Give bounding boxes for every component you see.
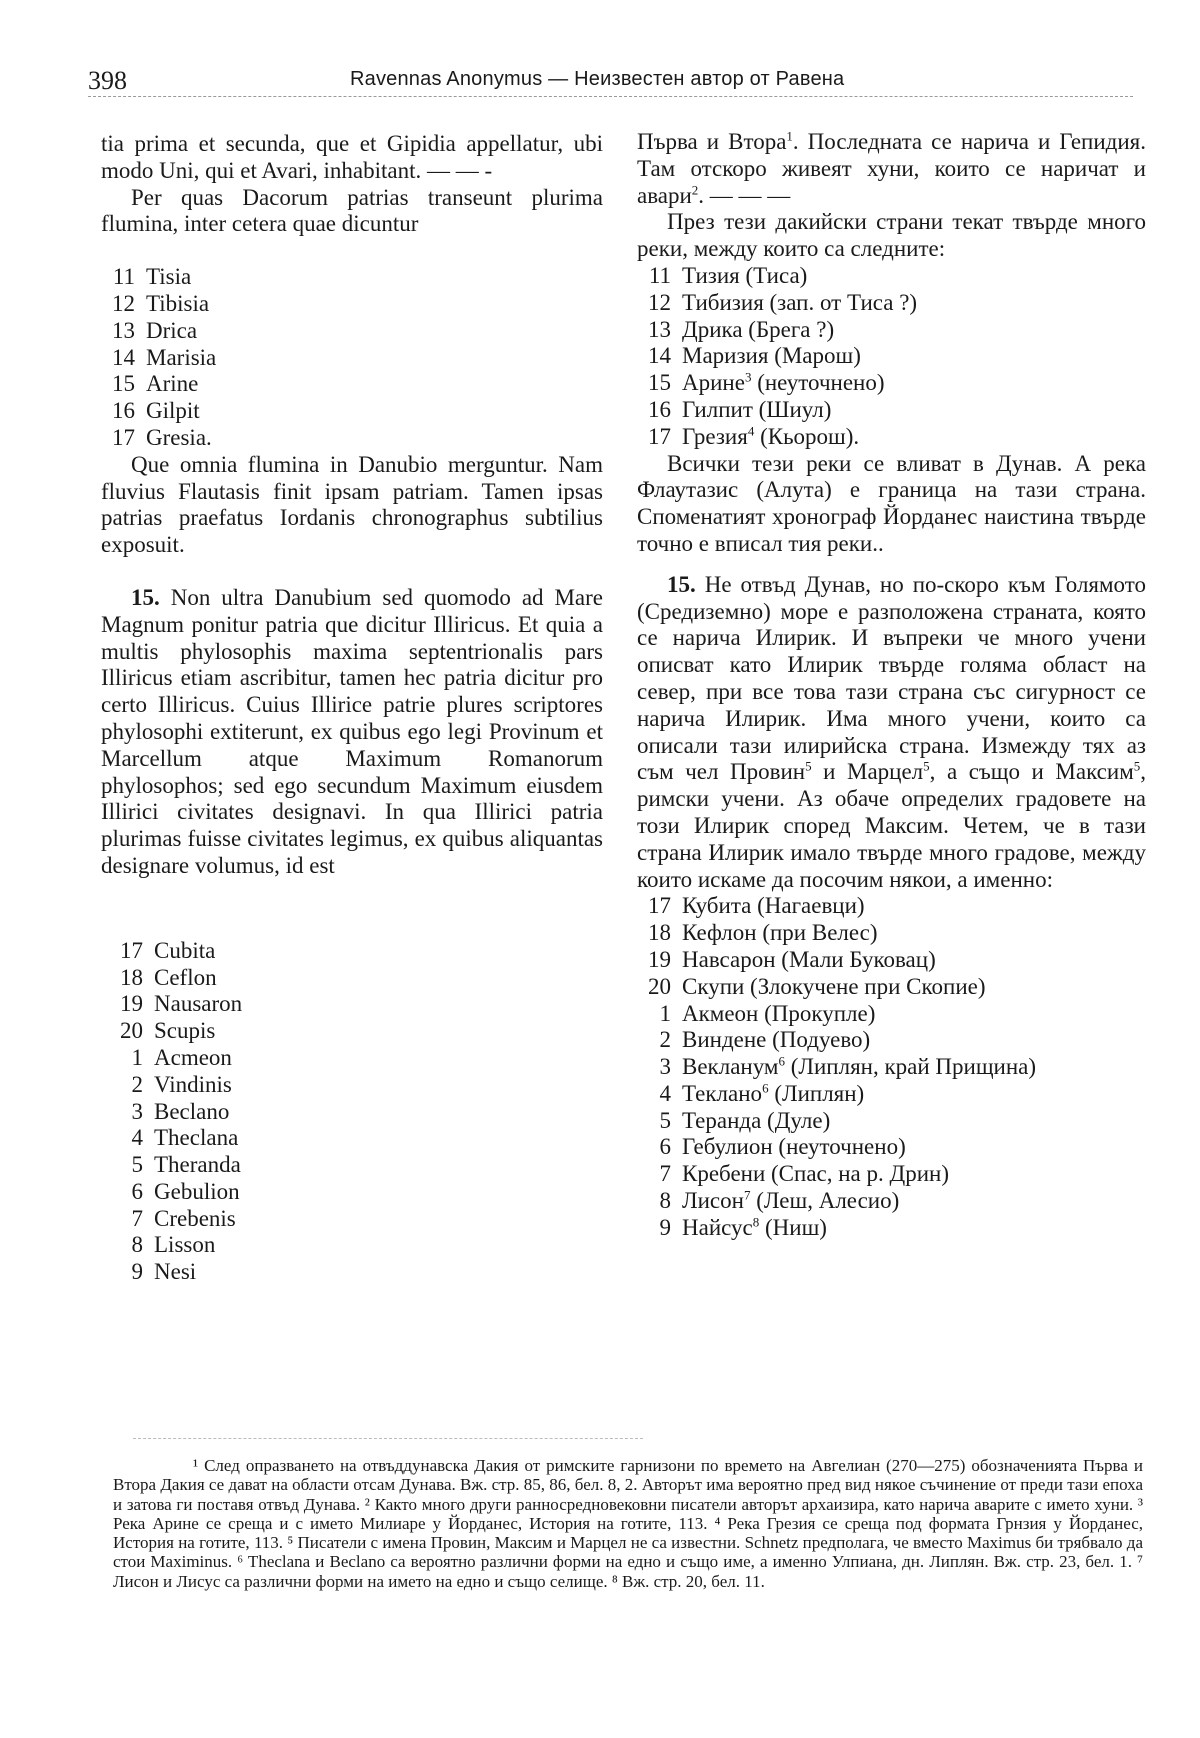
bg-text: . Последната се нарича и Гепидия. Там отскоро живеят хуни, които се наричат и авари: [637, 129, 1146, 208]
list-number: 16: [112, 398, 135, 424]
city-list-item: [109, 991, 603, 1018]
list-number: 8: [131, 1232, 143, 1258]
footnote-rule: [133, 1438, 643, 1439]
bulgarian-column: [637, 129, 1146, 1242]
list-number: 18: [648, 920, 671, 946]
list-number: 12: [648, 289, 671, 315]
page-number: 398: [88, 66, 127, 95]
list-text: Теранда (Дуле): [682, 1107, 831, 1133]
bg-text: и Марцел: [811, 759, 924, 785]
list-text: Найсус: [682, 1214, 753, 1240]
latin-column: [101, 131, 603, 1286]
list-text: Ceflon: [154, 964, 217, 990]
city-list-item: [109, 1099, 603, 1126]
footnote-ref: 5: [923, 758, 930, 774]
list-number: 1: [659, 1000, 671, 1026]
list-text: Маризия (Марош): [682, 343, 861, 369]
list-number: 20: [648, 973, 671, 999]
list-number: 15: [112, 371, 135, 397]
list-number: 17: [648, 893, 671, 919]
bg-text: , а също и Максим: [929, 759, 1134, 785]
list-text: Gebulion: [154, 1178, 240, 1204]
city-list-item: [637, 1108, 1146, 1135]
list-text: Tibisia: [146, 290, 210, 316]
list-text: Векланум: [682, 1054, 779, 1080]
list-number: 16: [648, 396, 671, 422]
river-list-item: [101, 318, 603, 345]
city-list-item: [637, 1215, 1146, 1242]
list-text: Tisia: [146, 264, 192, 290]
footnote-ref: 5: [805, 758, 812, 774]
list-number: 7: [659, 1161, 671, 1187]
list-text-note: (Ниш): [759, 1214, 827, 1240]
city-list-item: [637, 920, 1146, 947]
city-list-item: [637, 1081, 1146, 1108]
list-text: Акмеон (Прокупле): [682, 1000, 876, 1026]
latin-city-list: [101, 938, 603, 1286]
river-list-item: [101, 345, 603, 372]
city-list-item: [637, 947, 1146, 974]
list-number: 5: [659, 1107, 671, 1133]
city-list-item: [637, 1161, 1146, 1188]
list-text: Vindinis: [154, 1071, 232, 1097]
river-list-item: [101, 291, 603, 318]
list-number: 17: [112, 424, 135, 450]
footnotes-text: ¹ След опразването на отвъддунавска Дакия от римските гарнизони по времето на Авгелиан (270—275) обозначенията Първа и Втора Дакия се дават на области отсам Дунава. Вж. стр. 85, 86, бел. 8, 2. Авторът има вероятно пред вид някое съчинение от преди тази епоха и затова ги поставя отвъд Дунава. ² Както много други ранносредновековни писатели авторът архаизира, като нарича аварите с името хуни. ³ Река Арине се среща и с името Милиаре у Йорданес, История на готите, 113. ⁴ Река Грезия се среща под формата Грнзия у Йорданес, История на готите, 113. ⁵ Писатели с имена Провин, Максим и Марцел не са известни. Schnetz предполага, че вместо Maximus би трябвало да стои Maximinus. ⁶ Theclana и Beclano са вероятно различни форми на едно и също име, а именно Улпиана, дн. Липлян. Вж. стр. 23, бел. 1. ⁷ Лисон и Лисус са различни форми на името на едно и също селище. ⁸ Вж. стр. 20, бел. 11.: [113, 1456, 1144, 1591]
footnote-ref: 6: [762, 1080, 769, 1096]
header-rule: [88, 96, 1133, 97]
list-text: Скупи (Злокучене при Скопие): [682, 973, 986, 999]
list-number: 5: [131, 1152, 143, 1178]
list-number: 19: [120, 991, 143, 1017]
list-text: Кубита (Нагаевци): [682, 893, 865, 919]
spacer: [637, 558, 1146, 572]
footnote-ref: 1: [786, 128, 793, 144]
list-number: 19: [648, 946, 671, 972]
list-text: Nausaron: [154, 991, 243, 1017]
list-text: Кребени (Спас, на р. Дрин): [682, 1161, 949, 1187]
list-text: Арине: [682, 370, 745, 396]
list-number: 2: [131, 1071, 143, 1097]
city-list-item: [109, 1206, 603, 1233]
list-text: Кефлон (при Велес): [682, 920, 878, 946]
list-text: Marisia: [146, 344, 217, 370]
city-list-item: [109, 1152, 603, 1179]
river-list-item: [101, 425, 603, 452]
city-list-item: [109, 965, 603, 992]
city-list-item: [637, 893, 1146, 920]
footnote-ref: 3: [744, 369, 752, 385]
list-text: Theclana: [154, 1125, 239, 1151]
footnote-ref: 8: [752, 1214, 760, 1230]
list-number: 3: [131, 1098, 143, 1124]
list-number: 4: [131, 1125, 143, 1151]
list-text: Beclano: [154, 1098, 230, 1124]
city-list-item: [109, 1018, 603, 1045]
footnote-ref: 2: [691, 181, 699, 197]
city-list-item: [637, 1054, 1146, 1081]
bulgarian-paragraph-2: През тези дакийски страни текат твърде много реки, между които са следните:: [637, 209, 1146, 262]
list-number: 9: [131, 1259, 143, 1285]
list-number: 18: [120, 964, 143, 990]
city-list-item: [109, 938, 603, 965]
city-list-item: [637, 1027, 1146, 1054]
list-text-note: (Липлян): [768, 1080, 865, 1106]
list-text: Cubita: [154, 937, 216, 963]
city-list-item: [637, 1134, 1146, 1161]
list-text: Гилпит (Шиул): [682, 396, 832, 422]
latin-paragraph-3: Que omnia flumina in Danubio merguntur. Nam fluvius Flautasis finit ipsam patriam. Tamen ipsas patrias praefatus Iordanis chronographus subtilius exposuit.: [101, 451, 603, 558]
list-number: 3: [659, 1054, 671, 1080]
bg-text: . — — —: [698, 182, 791, 208]
bulgarian-paragraph-3: Всички тези реки се вливат в Дунав. А река Флаутазис (Алута) е граница на тази страна. Споменатият хронограф Йорданес наистина твърде точно е вписал тия реки..: [637, 450, 1146, 556]
city-list-item: [109, 1179, 603, 1206]
river-list-item: [637, 263, 1146, 290]
latin-paragraph-4: [101, 585, 603, 880]
list-number: 11: [648, 262, 671, 288]
bg-text: Първа и Втора: [637, 129, 787, 154]
list-number: 2: [659, 1027, 671, 1053]
list-number: 14: [112, 344, 135, 370]
city-list-item: [109, 1259, 603, 1286]
bg-text: Не отвъд Дунав, но по-скоро към Голямото (Средиземно) море е разположена страната, която се нарича Илирик. И въпреки че много учени описват като Илирик твърде голяма област на север, при все това тази страна със сигурност се нарича Илирик. Има много учени, които са описали тази илирийска страна. Измежду тях аз съм чел Провин: [637, 571, 1147, 785]
list-number: 20: [120, 1018, 143, 1044]
list-text: Тизия (Тиса): [682, 262, 808, 288]
river-list-item: [637, 397, 1146, 424]
river-list-item: [637, 317, 1146, 344]
bg-text: , римски учени. Аз обаче определих градовете на този Илирик според Максим. Четем, че в тази страна Илирик имало твърде много градове, между които искаме да посочим някои, а именно:: [637, 759, 1146, 892]
list-text: Theranda: [154, 1152, 241, 1178]
footnote-ref: 6: [778, 1053, 785, 1069]
latin-river-list: [101, 264, 603, 452]
list-number: 1: [131, 1044, 143, 1070]
list-text: Arine: [146, 371, 199, 397]
list-text-note: (Кьорош).: [754, 423, 860, 449]
footnote-ref: 4: [747, 423, 755, 439]
running-title: Ravennas Anonymus — Неизвестен автор от Равена: [350, 68, 845, 90]
list-number: 15: [648, 370, 671, 396]
city-list-item: [637, 974, 1146, 1001]
river-list-item: [637, 343, 1146, 370]
list-text: Навсарон (Мали Буковац): [682, 946, 936, 972]
river-list-item: [101, 398, 603, 425]
footnote-ref: 7: [743, 1187, 751, 1203]
list-text-note: (Липлян, край Прищина): [784, 1054, 1037, 1080]
latin-paragraph-1: tia prima et secunda, que et Gipidia appellatur, ubi modo Uni, qui et Avari, inhabitant. — — -: [101, 131, 603, 183]
list-text: Scupis: [154, 1018, 216, 1044]
list-text: Gresia.: [146, 424, 212, 450]
bulgarian-paragraph-4: [637, 572, 1146, 894]
city-list-item: [637, 1188, 1146, 1215]
list-text: Теклано: [682, 1080, 763, 1106]
list-text: Lisson: [154, 1232, 216, 1258]
spacer: [101, 559, 603, 585]
footnote-ref: 5: [1133, 758, 1141, 774]
section-number: 15.: [667, 571, 696, 597]
list-number: 7: [131, 1205, 143, 1231]
section-number: 15.: [131, 584, 160, 610]
list-text: Acmeon: [154, 1044, 232, 1070]
list-number: 9: [659, 1214, 671, 1240]
city-list-item: [109, 1045, 603, 1072]
river-list-item: [101, 371, 603, 398]
city-list-item: [637, 1001, 1146, 1028]
spacer: [101, 880, 603, 938]
list-text: Лисон: [682, 1188, 744, 1214]
bulgarian-river-list: [637, 263, 1146, 451]
list-number: 14: [648, 343, 671, 369]
list-number: 17: [648, 423, 671, 449]
list-number: 4: [659, 1080, 671, 1106]
list-text: Грезия: [682, 423, 748, 449]
city-list-item: [109, 1232, 603, 1259]
river-list-item: [101, 264, 603, 291]
river-list-item: [637, 424, 1146, 451]
latin-paragraph-4-text: Non ultra Danubium sed quomodo ad Mare Magnum ponitur patria que dicitur Illiricus. Et quia a multis phylosophis maxima septentrionalis pars Illiricus etiam ascribitur, tamen hec patria dicitur pro certo Illiricus. Cuius Illirice patrie plures scriptores phylosophi extiterunt, ex quibus ego legi Provinum et Marcellum atque Maximum Romanorum phylosophos; sed ego secundum Maximum eiusdem Illirici civitates designavi. In qua Illirici patria plurimas fuisse civitates legimus, ex quibus aliquantas designare volumus, id est: [101, 584, 603, 878]
list-number: 6: [659, 1134, 671, 1160]
list-number: 11: [112, 264, 135, 290]
list-text-note: (Леш, Алесио): [750, 1188, 900, 1214]
list-text: Виндене (Подуево): [682, 1027, 871, 1053]
list-number: 12: [112, 290, 135, 316]
list-number: 13: [112, 317, 135, 343]
list-text-note: (неуточнено): [751, 370, 885, 396]
list-number: 13: [648, 316, 671, 342]
latin-paragraph-2: Per quas Dacorum patrias transeunt plurima flumina, inter cetera quae dicuntur: [101, 184, 603, 237]
list-number: 17: [120, 937, 143, 963]
city-list-item: [109, 1072, 603, 1099]
list-number: 6: [131, 1178, 143, 1204]
spacer: [101, 238, 603, 264]
list-text: Nesi: [154, 1259, 197, 1285]
list-number: 8: [659, 1188, 671, 1214]
river-list-item: [637, 290, 1146, 317]
page-header: [88, 66, 1138, 96]
list-text: Дрика (Брега ?): [682, 316, 835, 342]
list-text: Тибизия (зап. от Тиса ?): [682, 289, 918, 315]
bulgarian-city-list: [637, 893, 1146, 1241]
footnotes: [113, 1456, 1143, 1591]
city-list-item: [109, 1125, 603, 1152]
list-text: Crebenis: [154, 1205, 236, 1231]
list-text: Drica: [146, 317, 198, 343]
list-text: Гебулион (неуточнено): [682, 1134, 906, 1160]
bulgarian-paragraph-1: [637, 129, 1146, 209]
list-text: Gilpit: [146, 398, 200, 424]
river-list-item: [637, 370, 1146, 397]
